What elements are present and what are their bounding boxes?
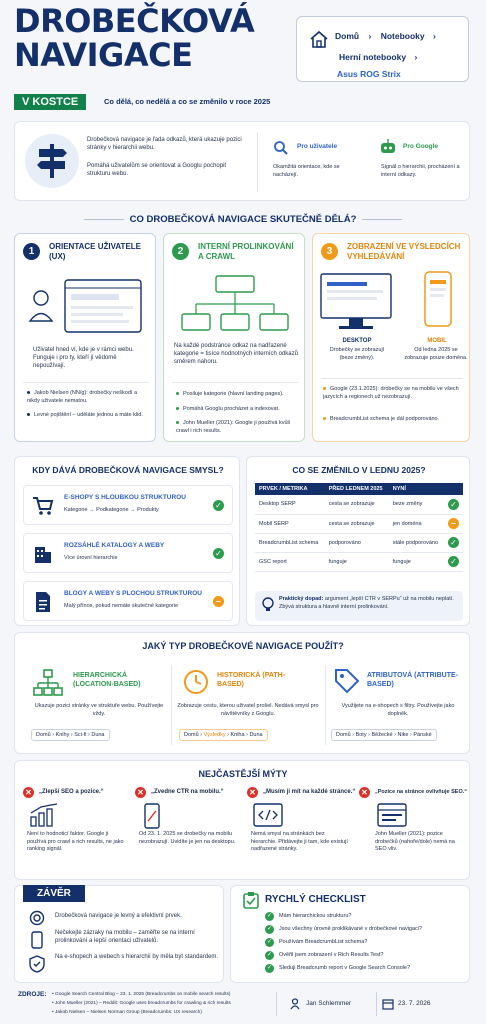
type-historical-title: HISTORICKÁ (PATH-BASED): [217, 672, 286, 688]
x-icon: ✕: [359, 787, 370, 798]
breadcrumb-gaming[interactable]: Herní notebooky: [339, 52, 407, 62]
search-icon: [273, 140, 289, 156]
user-browser-icon: [27, 276, 145, 336]
myth-quote: „Zvedne CTR na mobilu.“: [151, 789, 224, 795]
checklist-item[interactable]: ✓ Používám BreadcrumbList schema?: [266, 939, 368, 945]
card-serp-bullet-1: Google (23.1.2025): drobečky se na mobilu ve všech jazycích a regionech už nezobrazují.: [323, 386, 459, 400]
clock-icon: [183, 669, 209, 695]
mobile-label: MOBIL: [427, 338, 447, 344]
conclusion-title: ZÁVĚR: [23, 885, 85, 902]
when-row-text: Malý přínos, pokud nemáte skutečné kategorie: [64, 603, 179, 609]
breadcrumb-sep: ›: [414, 52, 418, 62]
card-crawl-bullet-2: Pomáhá Googlu procházet a indexovat.: [176, 406, 300, 414]
crumb-example-hierarchical: Domů › Knihy › Sci-fi › Duna: [31, 729, 110, 741]
section-myths-title: NEJČASTĚJŠÍ MÝTY: [198, 769, 288, 779]
section-types-title: JAKÝ TYP DROBEČKOVÉ NAVIGACE POUŽÍT?: [142, 641, 344, 651]
type-attribute-text: Využijete na e-shopech s filtry. Používejte jako doplněk.: [341, 703, 455, 717]
impact-box: [255, 591, 463, 621]
calendar-icon: [382, 998, 394, 1010]
conclusion-p2: Nečekejte zázraky na mobilu – zaměřte se na interní prolinkování a lepší orientaci uživatelů.: [55, 930, 195, 944]
number-badge: 1: [23, 243, 40, 260]
checklist-title: RYCHLÝ CHECKLIST: [265, 894, 366, 905]
source-2: • John Mueller (2021) – Reddit: Google uses breadcrumbs for crawling & rich results: [52, 1001, 231, 1006]
check-icon: ✓: [448, 499, 459, 510]
minus-icon: –: [213, 596, 224, 607]
myths-card: [14, 760, 470, 880]
type-hierarchical-title: HIERARCHICKÁ (LOCATION-BASED): [73, 672, 141, 688]
col-header: NYNÍ: [389, 483, 444, 495]
type-hierarchical-text: Ukazuje pozici stránky ve struktuře webu. Používejte vždy.: [34, 703, 164, 717]
card-serp-bullet-2: BreadcrumbList schema je dál podporováno.: [323, 416, 463, 424]
myth-quote: „Pozice na stránce ovlivňuje SEO.“: [375, 789, 468, 795]
person-icon: [290, 998, 300, 1010]
desktop-icon: [319, 272, 393, 332]
types-card: [14, 632, 470, 754]
conclusion-p3: Na e-shopech a webech s hierarchií by měla být standardem.: [55, 954, 219, 960]
type-historical-text: Zobrazuje cestu, kterou uživatel prošel. Nedává smysl pro návštěvníky z Googlu.: [177, 703, 319, 717]
checklist-item[interactable]: ✓ Sleduji Breadcrumb report v Google Search Console?: [266, 965, 411, 971]
card-crawl-bullet-3: John Mueller (2021): Google ji používá kvůli crawl i rich results.: [176, 420, 291, 434]
changed-card: [246, 456, 470, 626]
myth-answer: Není to hodnoticí faktor. Google ji používá pro crawl a rich results, ne jako ranking signál.: [27, 831, 124, 852]
hierarchy-icon: [33, 669, 63, 697]
breadcrumb-sep: ›: [368, 31, 372, 41]
number-badge: 2: [172, 243, 189, 260]
minus-icon: –: [448, 518, 459, 529]
clipboard-icon: [243, 891, 259, 909]
date: 23. 7. 2026: [398, 1000, 431, 1007]
tag-icon: [333, 667, 361, 695]
when-row-catalog: [23, 533, 233, 573]
when-row-eshop: [23, 485, 233, 525]
source-3: • Jakob Nielsen – Nielsen Norman Group (Breadcrumbs: UX research): [52, 1010, 202, 1015]
myth-quote: „Musím ji mít na každé stránce.“: [263, 789, 356, 795]
title-line-2: NAVIGACE: [14, 36, 193, 74]
sources-label: ZDROJE:: [18, 991, 47, 998]
mobile-icon: [421, 270, 455, 330]
when-row-text: Více úrovní hierarchie: [64, 555, 118, 561]
checkbox-icon: ✓: [266, 939, 273, 945]
crumb-example-historical: Domů › Výsledky › Kniha › Duna: [179, 729, 268, 741]
desktop-text: Drobečky se zobrazují (beze změny).: [329, 347, 385, 361]
card-serp: [312, 233, 470, 442]
myth-answer: John Mueller (2021): pozice drobečků (nahoře/dole) nemá na SEO vliv.: [375, 831, 455, 852]
code-icon: [253, 803, 283, 827]
checklist-item[interactable]: ✓ Mám hierarchickou strukturu?: [266, 913, 352, 919]
check-icon: ✓: [448, 537, 459, 548]
card-crawl: [163, 233, 305, 442]
user-text: Okamžitá orientace, kde se nacházejí.: [273, 164, 340, 178]
when-row-title: BLOGY A WEBY S PLOCHOU STRUKTUROU: [64, 590, 202, 597]
checkbox-icon: ✓: [266, 913, 273, 919]
breadcrumb-sep: ›: [432, 31, 436, 41]
myth-1: [23, 787, 129, 875]
signpost-icon: [25, 134, 79, 188]
target-icon: [29, 910, 45, 926]
check-icon: ✓: [213, 548, 224, 559]
mobile-text: Od ledna 2025 se zobrazuje pouze doména.: [404, 347, 468, 361]
when-row-title: ROZSÁHLÉ KATALOGY A WEBY: [64, 542, 165, 549]
checkbox-icon: ✓: [266, 952, 273, 958]
page-layout-icon: [377, 803, 407, 827]
document-icon: [34, 591, 52, 613]
when-row-title: E-SHOPY S HLOUBKOU STRUKTUROU: [64, 494, 186, 501]
page-title: [14, 2, 255, 74]
x-icon: ✕: [247, 787, 258, 798]
checklist-item[interactable]: ✓ Ověřil jsem zobrazení v Rich Results Test?: [266, 952, 384, 958]
robot-icon: [379, 139, 397, 155]
myth-answer: Nemá smysl na stránkách bez hierarchie. Přidávejte ji tam, kde existují nadřazené stránky.: [251, 831, 348, 852]
crumb-example-attribute: Domů › Boty › Běžecké › Nike › Pánské: [331, 729, 437, 741]
conclusion-p1: Drobečková navigace je levný a efektivní prvek.: [55, 913, 182, 919]
type-attribute-title: ATRIBUTOVÁ (ATTRIBUTE-BASED): [367, 672, 458, 688]
when-card: [14, 456, 240, 626]
mobile-check-icon: [29, 931, 45, 949]
conclusion-card: [14, 885, 224, 983]
x-icon: ✕: [135, 787, 146, 798]
table-row: GSC report funguje funguje ✓: [255, 552, 463, 571]
section-when-title: KDY DÁVÁ DROBEČKOVÁ NAVIGACE SMYSL?: [32, 465, 224, 475]
myth-4: [359, 787, 467, 875]
check-icon: ✓: [448, 556, 459, 567]
breadcrumb-current: Asus ROG Strix: [337, 69, 401, 79]
shield-icon: [29, 955, 45, 973]
intro-p1: Drobečková navigace je řada odkazů, která ukazuje pozici stránky v hierarchii webu.: [87, 137, 242, 151]
check-icon: ✓: [213, 500, 224, 511]
when-row-blog: [23, 581, 233, 621]
impact-text: argument „lepší CTR v SERPu“ už na mobilu neplatí. Zbývá struktura a hlavně interní prolinkování.: [279, 596, 454, 610]
impact-label: Praktický dopad:: [279, 596, 324, 602]
card-crawl-bullet-1: Posiluje kategorie (hlavní landing pages).: [176, 391, 300, 399]
table-row: Mobil SERP cesta se zobrazuje jen doména –: [255, 514, 463, 533]
card-ux-text: Uživatel hned ví, kde je v rámci webu. Funguje i pro ty, kteří jí vědomě nepoužívají.: [33, 347, 134, 369]
checklist-card: [230, 885, 470, 983]
card-ux-bullet-2: Levné pojištění – uděláte jednou a máte klid.: [27, 412, 147, 420]
user-title: Pro uživatele: [297, 143, 338, 150]
intro-p2: Pomáhá uživatelům se orientovat a Googlu pochopit strukturu webu.: [87, 163, 227, 177]
breadcrumb-home[interactable]: Domů: [335, 31, 360, 41]
card-serp-title: ZOBRAZENÍ VE VÝSLEDCÍCH VYHLEDÁVÁNÍ: [347, 242, 461, 261]
lightbulb-icon: [261, 597, 275, 613]
intro-card: [14, 121, 470, 201]
site-tree-icon: [176, 274, 294, 334]
home-icon: [309, 29, 329, 49]
section-what: [0, 214, 486, 225]
subtitle: Co dělá, co nedělá a co se změnilo v roce 2025: [104, 97, 271, 106]
card-crawl-title: INTERNÍ PROLINKOVÁNÍ A CRAWL: [198, 242, 294, 261]
myth-answer: Od 23. 1. 2025 se drobečky na mobilu nezobrazují. Uvidíte je jen na desktopu.: [139, 831, 236, 845]
myth-2: [135, 787, 241, 875]
changes-table: [255, 483, 463, 572]
col-header: PŘED LEDNEM 2025: [325, 483, 389, 495]
card-crawl-text: Na každé podstránce odkaz na nadřazené kategorie = tisíce hodnotných interních odkazů směrem nahoru.: [174, 343, 298, 365]
myth-3: [247, 787, 356, 875]
table-row: Desktop SERP cesta se zobrazuje beze změny ✓: [255, 495, 463, 514]
chart-up-icon: [29, 803, 59, 827]
card-ux-bullet-1: Jakob Nielsen (NN/g): drobečky neškodí a nikdy uživatele nematou.: [27, 390, 138, 404]
phone-icon: [143, 803, 161, 829]
cart-icon: [32, 496, 54, 516]
table-row: BreadcrumbList schema podporováno stále podporováno ✓: [255, 533, 463, 552]
author: Jan Schlemmer: [306, 1000, 352, 1007]
card-ux: [14, 233, 156, 442]
number-badge: 3: [321, 243, 338, 260]
checkbox-icon: ✓: [266, 926, 273, 932]
google-text: Signál o hierarchii, procházení a interní odkazy.: [381, 164, 460, 178]
source-1: • Google Search Central Blog – 23. 1. 2025 (Breadcrumbs on mobile search results): [52, 992, 231, 997]
title-line-1: DROBEČKOVÁ: [14, 2, 255, 40]
google-title: Pro Google: [403, 143, 439, 150]
section-what-title: CO DROBEČKOVÁ NAVIGACE SKUTEČNĚ DĚLÁ?: [129, 214, 357, 225]
x-icon: ✕: [23, 787, 34, 798]
myth-quote: „Zlepší SEO a pozice.“: [39, 789, 104, 795]
breadcrumb-notebooks[interactable]: Notebooky: [380, 31, 425, 41]
checkbox-icon: ✓: [266, 965, 273, 971]
breadcrumb-example: [296, 16, 469, 82]
col-header: PRVEK / METRIKA: [255, 483, 325, 495]
section-changed-title: CO SE ZMĚNILO V LEDNU 2025?: [292, 465, 426, 475]
when-row-text: Kategorie → Podkategorie → Produkty: [64, 507, 159, 513]
kostce-badge: V KOSTCE: [14, 94, 86, 110]
checklist-item[interactable]: ✓ Jsou všechny úrovně proklikávané v drobečkové navigaci?: [266, 926, 423, 932]
card-ux-title: ORIENTACE UŽIVATELE (UX): [49, 242, 141, 261]
desktop-label: DESKTOP: [342, 338, 372, 344]
building-icon: [33, 544, 53, 564]
